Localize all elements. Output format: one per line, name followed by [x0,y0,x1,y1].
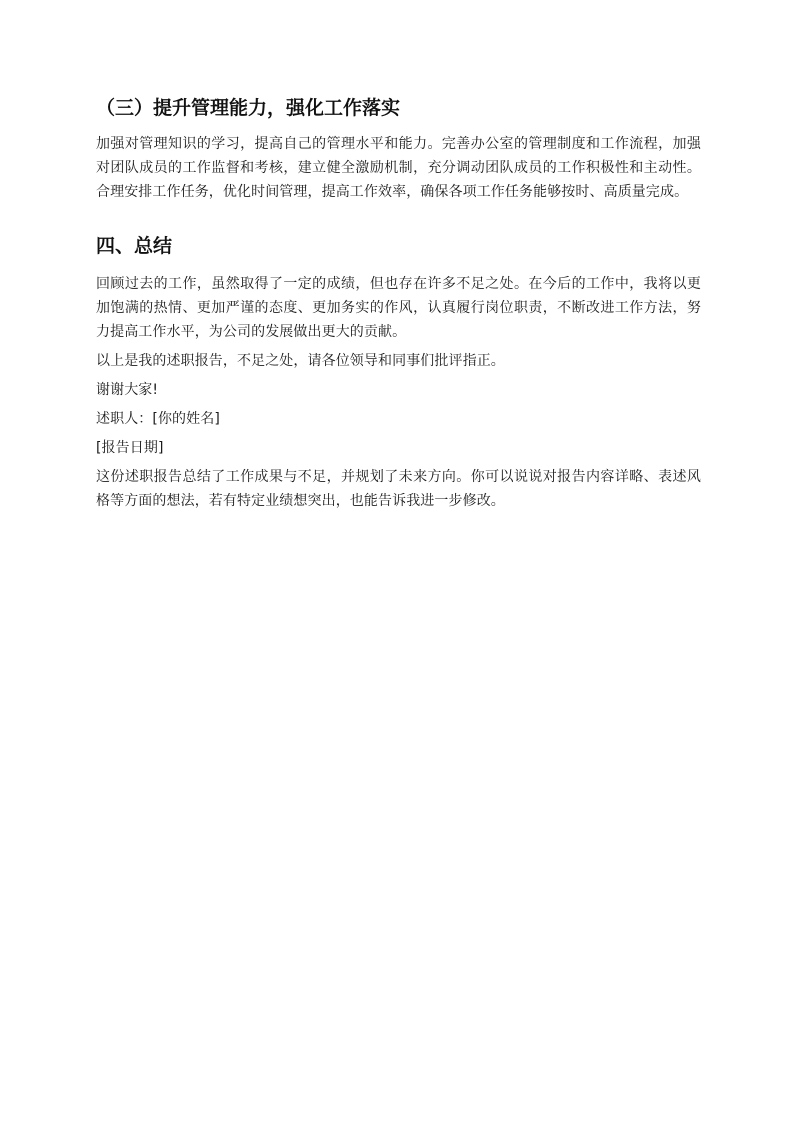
section-3-heading: （三）提升管理能力，强化工作落实 [96,97,401,119]
assistant-note: 这份述职报告总结了工作成果与不足，并规划了未来方向。你可以说说对报告内容详略、表述风格等方面的想法，若有特定业绩想突出，也能告诉我进一步修改。 [96,469,701,509]
closing-remark: 以上是我的述职报告，不足之处，请各位领导和同事们批评指正。 [96,353,505,369]
section-4-paragraph: 回顾过去的工作，虽然取得了一定的成绩，但也存在许多不足之处。在今后的工作中，我将以更加饱满的热情、更加严谨的态度、更加务实的作风，认真履行岗位职责，不断改进工作方法，努力提高工作水平，为公司的发展做出更大的贡献。 [96,276,701,340]
section-3-paragraph: 加强对管理知识的学习，提高自己的管理水平和能力。完善办公室的管理制度和工作流程，加强对团队成员的工作监督和考核，建立健全激励机制，充分调动团队成员的工作积极性和主动性。合理安排工作任务，优化时间管理，提高工作效率，确保各项工作任务能够按时、高质量完成。 [96,136,701,200]
thanks-line: 谢谢大家! [96,382,159,398]
signer-line: 述职人：[你的姓名] [96,411,220,427]
report-date: [报告日期] [96,440,164,456]
document-page [96,92,701,518]
section-4-heading: 四、总结 [96,235,173,257]
